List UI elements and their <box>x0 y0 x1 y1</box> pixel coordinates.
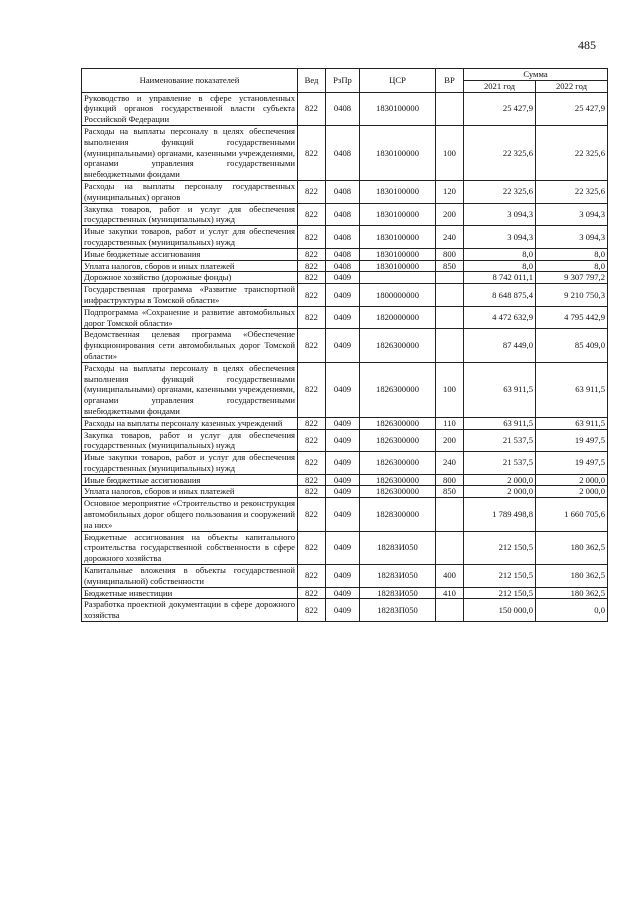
cell-y2021: 2 000,0 <box>464 486 536 498</box>
cell-y2021: 63 911,5 <box>464 417 536 429</box>
header-2021: 2021 год <box>464 80 536 92</box>
cell-y2022: 22 325,6 <box>536 125 608 180</box>
cell-ved: 822 <box>298 260 326 272</box>
table-row <box>82 203 608 226</box>
cell-rzpr: 0408 <box>326 125 360 180</box>
cell-vr: 800 <box>436 474 464 486</box>
cell-rzpr: 0409 <box>326 417 360 429</box>
cell-y2021: 21 537,5 <box>464 429 536 452</box>
cell-y2021: 212 150,5 <box>464 587 536 599</box>
cell-csr: 1826300000 <box>360 417 436 429</box>
cell-rzpr: 0408 <box>326 92 360 125</box>
header-csr: ЦСР <box>360 69 436 93</box>
cell-csr: 1830100000 <box>360 248 436 260</box>
cell-csr: 1826300000 <box>360 362 436 417</box>
cell-vr: 240 <box>436 226 464 249</box>
table-row <box>82 498 608 531</box>
cell-name: Ведомственная целевая программа «Обеспечение функционирования сети автомобильных дорог Томской области» <box>82 329 298 362</box>
cell-vr: 850 <box>436 486 464 498</box>
cell-csr: 1830100000 <box>360 260 436 272</box>
table-row <box>82 226 608 249</box>
cell-rzpr: 0409 <box>326 486 360 498</box>
cell-y2021: 8 648 875,4 <box>464 284 536 307</box>
cell-csr: 1820000000 <box>360 306 436 329</box>
cell-y2022: 85 409,0 <box>536 329 608 362</box>
cell-csr: 1800000000 <box>360 284 436 307</box>
cell-ved: 822 <box>298 92 326 125</box>
cell-vr <box>436 599 464 622</box>
cell-csr: 1830100000 <box>360 180 436 203</box>
cell-ved: 822 <box>298 599 326 622</box>
cell-csr: 1828300000 <box>360 498 436 531</box>
cell-rzpr: 0409 <box>326 362 360 417</box>
table-body <box>82 92 608 621</box>
cell-y2022: 19 497,5 <box>536 429 608 452</box>
cell-csr: 1826300000 <box>360 329 436 362</box>
cell-y2022: 4 795 442,9 <box>536 306 608 329</box>
cell-y2021: 4 472 632,9 <box>464 306 536 329</box>
cell-y2021: 212 150,5 <box>464 565 536 588</box>
cell-ved: 822 <box>298 203 326 226</box>
cell-rzpr: 0408 <box>326 248 360 260</box>
cell-rzpr: 0409 <box>326 587 360 599</box>
cell-name: Закупка товаров, работ и услуг для обеспечения государственных (муниципальных) нужд <box>82 429 298 452</box>
cell-y2021: 22 325,6 <box>464 180 536 203</box>
table-row <box>82 565 608 588</box>
cell-csr: 18283И050 <box>360 531 436 564</box>
cell-y2022: 9 210 750,3 <box>536 284 608 307</box>
table-row <box>82 452 608 475</box>
cell-ved: 822 <box>298 498 326 531</box>
cell-y2021: 87 449,0 <box>464 329 536 362</box>
cell-rzpr: 0408 <box>326 260 360 272</box>
table-row <box>82 329 608 362</box>
cell-name: Капитальные вложения в объекты государственной (муниципальной) собственности <box>82 565 298 588</box>
cell-y2022: 180 362,5 <box>536 587 608 599</box>
cell-ved: 822 <box>298 329 326 362</box>
budget-table <box>81 68 608 622</box>
header-2022: 2022 год <box>536 80 608 92</box>
cell-rzpr: 0408 <box>326 180 360 203</box>
header-name: Наименование показателей <box>82 69 298 93</box>
table-row <box>82 248 608 260</box>
cell-y2021: 25 427,9 <box>464 92 536 125</box>
cell-vr: 850 <box>436 260 464 272</box>
cell-rzpr: 0409 <box>326 599 360 622</box>
header-ved: Вед <box>298 69 326 93</box>
cell-vr: 100 <box>436 125 464 180</box>
cell-name: Уплата налогов, сборов и иных платежей <box>82 486 298 498</box>
cell-csr: 1830100000 <box>360 226 436 249</box>
cell-name: Иные бюджетные ассигнования <box>82 474 298 486</box>
cell-ved: 822 <box>298 306 326 329</box>
table-row <box>82 92 608 125</box>
cell-ved: 822 <box>298 272 326 284</box>
page-number: 485 <box>578 38 596 52</box>
table-row <box>82 260 608 272</box>
cell-ved: 822 <box>298 125 326 180</box>
cell-ved: 822 <box>298 429 326 452</box>
cell-rzpr: 0409 <box>326 306 360 329</box>
cell-name: Руководство и управление в сфере установленных функций органов государственной власти субъекта Российской Федерации <box>82 92 298 125</box>
cell-vr <box>436 329 464 362</box>
cell-y2021: 3 094,3 <box>464 226 536 249</box>
cell-vr <box>436 306 464 329</box>
cell-csr: 18283И050 <box>360 587 436 599</box>
cell-rzpr: 0409 <box>326 498 360 531</box>
cell-csr: 1826300000 <box>360 429 436 452</box>
cell-y2022: 63 911,5 <box>536 362 608 417</box>
cell-name: Закупка товаров, работ и услуг для обеспечения государственных (муниципальных) нужд <box>82 203 298 226</box>
cell-y2022: 0,0 <box>536 599 608 622</box>
cell-ved: 822 <box>298 180 326 203</box>
cell-ved: 822 <box>298 248 326 260</box>
table-row <box>82 125 608 180</box>
cell-ved: 822 <box>298 474 326 486</box>
cell-vr <box>436 531 464 564</box>
cell-name: Уплата налогов, сборов и иных платежей <box>82 260 298 272</box>
cell-vr <box>436 92 464 125</box>
cell-name: Расходы на выплаты персоналу государственных (муниципальных) органов <box>82 180 298 203</box>
cell-y2021: 63 911,5 <box>464 362 536 417</box>
cell-vr: 100 <box>436 362 464 417</box>
cell-name: Расходы на выплаты персоналу в целях обеспечения выполнения функций государственными (муниципальными) органами, казенными учреждениями, органами управления государственными внебюджетными фондами <box>82 125 298 180</box>
cell-y2022: 25 427,9 <box>536 92 608 125</box>
cell-y2021: 1 789 498,8 <box>464 498 536 531</box>
cell-rzpr: 0409 <box>326 272 360 284</box>
cell-y2021: 22 325,6 <box>464 125 536 180</box>
cell-y2022: 9 307 797,2 <box>536 272 608 284</box>
cell-y2022: 180 362,5 <box>536 565 608 588</box>
table-row <box>82 599 608 622</box>
cell-y2022: 2 000,0 <box>536 474 608 486</box>
cell-y2021: 21 537,5 <box>464 452 536 475</box>
cell-rzpr: 0409 <box>326 429 360 452</box>
cell-name: Иные закупки товаров, работ и услуг для обеспечения государственных (муниципальных) нужд <box>82 226 298 249</box>
cell-y2021: 212 150,5 <box>464 531 536 564</box>
cell-vr: 410 <box>436 587 464 599</box>
cell-name: Подпрограмма «Сохранение и развитие автомобильных дорог Томской области» <box>82 306 298 329</box>
cell-csr: 18283П050 <box>360 599 436 622</box>
cell-name: Бюджетные инвестиции <box>82 587 298 599</box>
cell-ved: 822 <box>298 587 326 599</box>
cell-vr: 400 <box>436 565 464 588</box>
cell-name: Расходы на выплаты персоналу казенных учреждений <box>82 417 298 429</box>
table-row <box>82 417 608 429</box>
cell-csr: 1830100000 <box>360 203 436 226</box>
cell-vr: 200 <box>436 429 464 452</box>
cell-name: Расходы на выплаты персоналу в целях обеспечения выполнения функций государственными (муниципальными) органами, казенными учреждениями, органами управления государственными внебюджетными фондами <box>82 362 298 417</box>
table-row <box>82 486 608 498</box>
cell-ved: 822 <box>298 284 326 307</box>
table-row <box>82 306 608 329</box>
table-row <box>82 362 608 417</box>
header-rzpr: РзПр <box>326 69 360 93</box>
cell-y2022: 3 094,3 <box>536 226 608 249</box>
table-row <box>82 284 608 307</box>
cell-y2022: 180 362,5 <box>536 531 608 564</box>
cell-name: Иные бюджетные ассигнования <box>82 248 298 260</box>
cell-name: Бюджетные ассигнования на объекты капитального строительства государственной собственности в сфере дорожного хозяйства <box>82 531 298 564</box>
cell-vr <box>436 284 464 307</box>
cell-y2021: 8,0 <box>464 260 536 272</box>
cell-y2022: 2 000,0 <box>536 486 608 498</box>
cell-name: Государственная программа «Развитие транспортной инфраструктуры в Томской области» <box>82 284 298 307</box>
cell-vr: 240 <box>436 452 464 475</box>
cell-csr: 1830100000 <box>360 92 436 125</box>
cell-name: Дорожное хозяйство (дорожные фонды) <box>82 272 298 284</box>
cell-name: Основное мероприятие «Строительство и реконструкция автомобильных дорог общего пользования и сооружений на них» <box>82 498 298 531</box>
cell-rzpr: 0409 <box>326 474 360 486</box>
cell-csr: 1826300000 <box>360 474 436 486</box>
cell-rzpr: 0409 <box>326 452 360 475</box>
cell-rzpr: 0408 <box>326 226 360 249</box>
cell-csr: 1826300000 <box>360 452 436 475</box>
cell-y2022: 8,0 <box>536 248 608 260</box>
cell-name: Разработка проектной документации в сфере дорожного хозяйства <box>82 599 298 622</box>
cell-csr: 1826300000 <box>360 486 436 498</box>
cell-y2022: 8,0 <box>536 260 608 272</box>
table-row <box>82 531 608 564</box>
cell-ved: 822 <box>298 565 326 588</box>
cell-vr: 120 <box>436 180 464 203</box>
cell-ved: 822 <box>298 452 326 475</box>
cell-y2022: 63 911,5 <box>536 417 608 429</box>
cell-vr <box>436 272 464 284</box>
cell-ved: 822 <box>298 226 326 249</box>
cell-rzpr: 0409 <box>326 531 360 564</box>
cell-ved: 822 <box>298 417 326 429</box>
table-row <box>82 272 608 284</box>
cell-y2021: 8,0 <box>464 248 536 260</box>
cell-y2021: 150 000,0 <box>464 599 536 622</box>
cell-ved: 822 <box>298 531 326 564</box>
table-row <box>82 587 608 599</box>
cell-ved: 822 <box>298 362 326 417</box>
cell-y2022: 1 660 705,6 <box>536 498 608 531</box>
table-row <box>82 180 608 203</box>
header-sum: Сумма <box>464 69 608 81</box>
cell-vr: 200 <box>436 203 464 226</box>
cell-y2022: 3 094,3 <box>536 203 608 226</box>
cell-y2022: 19 497,5 <box>536 452 608 475</box>
cell-csr: 18283И050 <box>360 565 436 588</box>
header-vr: ВР <box>436 69 464 93</box>
cell-vr <box>436 498 464 531</box>
cell-y2021: 2 000,0 <box>464 474 536 486</box>
cell-vr: 110 <box>436 417 464 429</box>
table-row <box>82 474 608 486</box>
cell-rzpr: 0409 <box>326 565 360 588</box>
cell-rzpr: 0409 <box>326 329 360 362</box>
cell-y2022: 22 325,6 <box>536 180 608 203</box>
cell-csr <box>360 272 436 284</box>
cell-name: Иные закупки товаров, работ и услуг для обеспечения государственных (муниципальных) нужд <box>82 452 298 475</box>
cell-y2021: 8 742 011,1 <box>464 272 536 284</box>
cell-csr: 1830100000 <box>360 125 436 180</box>
cell-ved: 822 <box>298 486 326 498</box>
table-row <box>82 429 608 452</box>
cell-rzpr: 0408 <box>326 203 360 226</box>
cell-rzpr: 0409 <box>326 284 360 307</box>
cell-y2021: 3 094,3 <box>464 203 536 226</box>
cell-vr: 800 <box>436 248 464 260</box>
